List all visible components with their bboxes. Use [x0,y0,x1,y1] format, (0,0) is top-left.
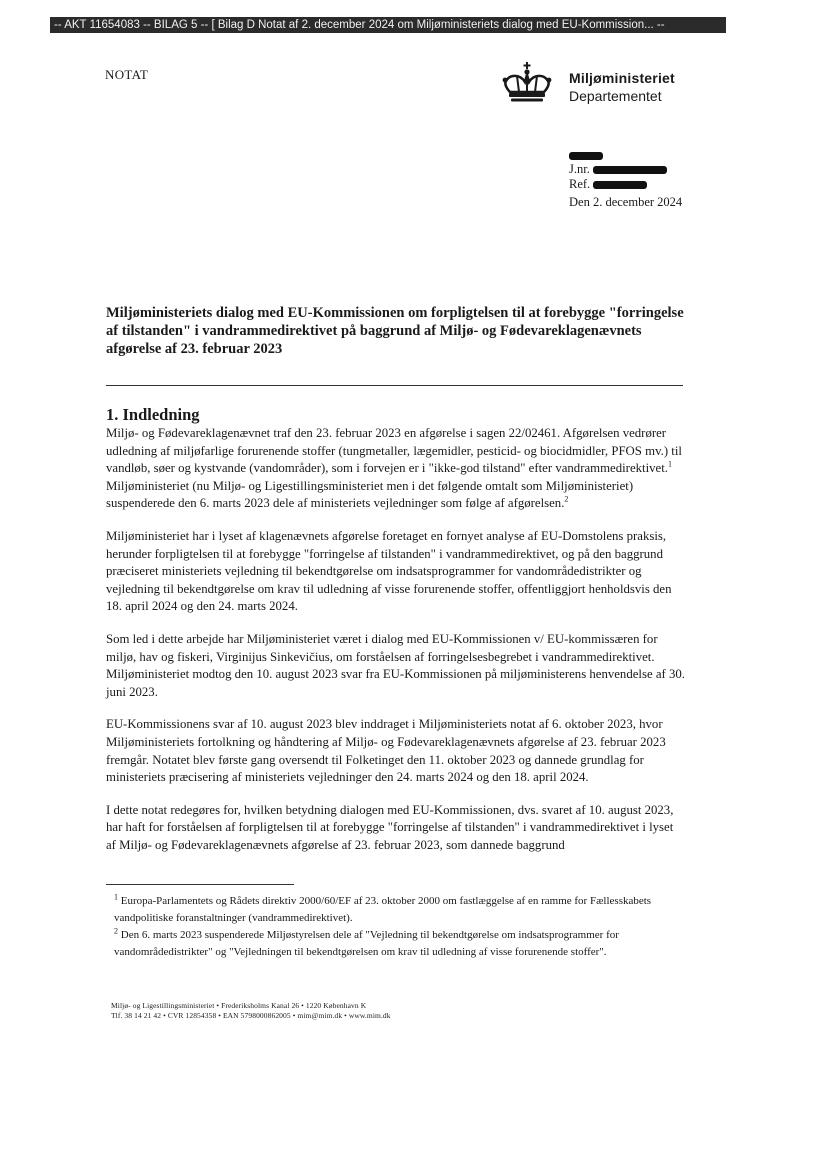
footnote-text: Europa-Parlamentets og Rådets direktiv 2000/60/EF af 23. oktober 2000 om fastlæggelse af en ramme for Fællesskabets vandpolitiske foranstaltninger (vandrammedirektivet). [114,895,652,924]
redaction-bar [593,181,647,189]
journal-number [569,162,682,177]
ministry-name: Miljøministeriet [569,70,675,86]
ministry-logo-text [569,69,675,105]
section-heading: 1. Indledning [106,405,200,424]
paragraph [106,425,686,513]
footnote [114,893,689,927]
ref-label: Ref. [569,177,591,191]
footer-contact: Tlf. 38 14 21 42 • CVR 12854358 • EAN 5798000862005 • mim@mim.dk • www.mim.dk [111,1011,391,1020]
title-divider [106,385,683,386]
paragraph: Miljøministeriet har i lyset af klagenævnets afgørelse foretaget en fornyet analyse af EU-Domstolens praksis, herunder forpligtelsen til at forebygge "forringelse af tilstanden" i vandrammedirektivet, og på den baggrund præciseret ministeriets vejledning til bekendtgørelse om indsatsprogrammer for vandområdedistrikter og vejledning til bekendtgørelse om krav til udledning af visse forurenende stoffer, offentliggjort henholdsvis den 18. april 2024 og den 24. marts 2024. [106,528,672,614]
redaction-bar [593,166,667,174]
paragraph-text: Miljø- og Fødevareklagenævnet traf den 23. februar 2023 en afgørelse i sagen 22/02461. Afgørelsen vedrører udledning af miljøfarlige forurenende stoffer (tungmetaller, lægemidler, pesticid- og biocidmidler, PFOS mv.) til vandløb, søer og kystvande (vandområder), som i forvejen er i "ikke-god tilstand" efter vandrammedirektivet. [106,426,682,476]
paragraph-text: Miljøministeriet (nu Miljø- og Ligestillingsministeriet men i det følgende omtalt som Miljøministeriet) suspenderede den 6. marts 2023 dele af ministeriets vejledninger som følge af afgørelsen. [106,478,634,511]
body-text [106,425,686,869]
crown-logo-icon [500,62,554,104]
document-date: Den 2. december 2024 [569,195,683,209]
paragraph: EU-Kommissionens svar af 10. august 2023 blev inddraget i Miljøministeriets notat af 6. oktober 2023, hvor Miljøministeriets fortolkning og håndtering af Miljø- og Fødevareklagenævnets afgørelse af 23. februar 2023 fremgår. Notatet blev første gang oversendt til Folketinget den 11. oktober 2023 og dannede grundlag for ministeriets præcisering af ministeriets vejledninger den 24. marts 2024 og den 18. april 2024. [106,717,666,785]
footnote-mark: 2 [114,926,118,936]
jnr-label: J.nr. [569,162,590,176]
footnote [114,927,689,961]
footnote-divider [106,884,294,885]
department-name: Departementet [569,88,662,104]
page-footer [111,1001,391,1021]
footnote-mark: 1 [114,892,118,902]
doc-type-label: NOTAT [105,67,149,82]
footer-address: Miljø- og Ligestillingsministeriet • Frederiksholms Kanal 26 • 1220 København K [111,1001,367,1010]
paragraph: Som led i dette arbejde har Miljøministeriet været i dialog med EU-Kommissionen v/ EU-kommissæren for miljø, hav og fiskeri, Virginijus Sinkevičius, om forståelsen af forringelsesbegrebet i vandrammedirektivet. Miljøministeriet modtog den 10. august 2023 svar fra EU-Kommissionen på miljøministerens henvendelse af 30. juni 2023. [106,631,685,699]
redaction-bar [569,152,603,160]
document-title: Miljøministeriets dialog med EU-Kommissionen om forpligtelsen til at forebygge "forringelse af tilstanden" i vandrammedirektivet på baggrund af Miljø- og Fødevareklagenævnets afgørelse af 23. februar 2023 [106,305,684,357]
footnote-text: Den 6. marts 2023 suspenderede Miljøstyrelsen dele af "Vejledning til bekendtgørelse om indsatsprogrammer for vandområdedistrikter" og "Vejledningen til bekendtgørelsen om krav til udledning af visse forurenende stoffer". [114,929,619,958]
redacted-line [569,147,682,162]
footnote-ref: 1 [667,459,672,469]
paragraph: I dette notat redegøres for, hvilken betydning dialogen med EU-Kommissionen, dvs. svaret af 10. august 2023, har haft for forståelsen af forpligtelsen til at forebygge "forringelse af tilstanden" i vandrammedirektivet i lyset af Miljø- og Fødevareklagenævnets afgørelse af 23. februar 2023, som dannede baggrund [106,802,674,852]
footnotes [114,893,689,961]
document-stamp-bar: -- AKT 11654083 -- BILAG 5 -- [ Bilag D Notat af 2. december 2024 om Miljøministeriets dialog med EU-Kommission... -- [50,17,726,33]
reference [569,177,682,192]
footnote-ref: 2 [564,495,569,505]
document-meta [569,147,682,210]
